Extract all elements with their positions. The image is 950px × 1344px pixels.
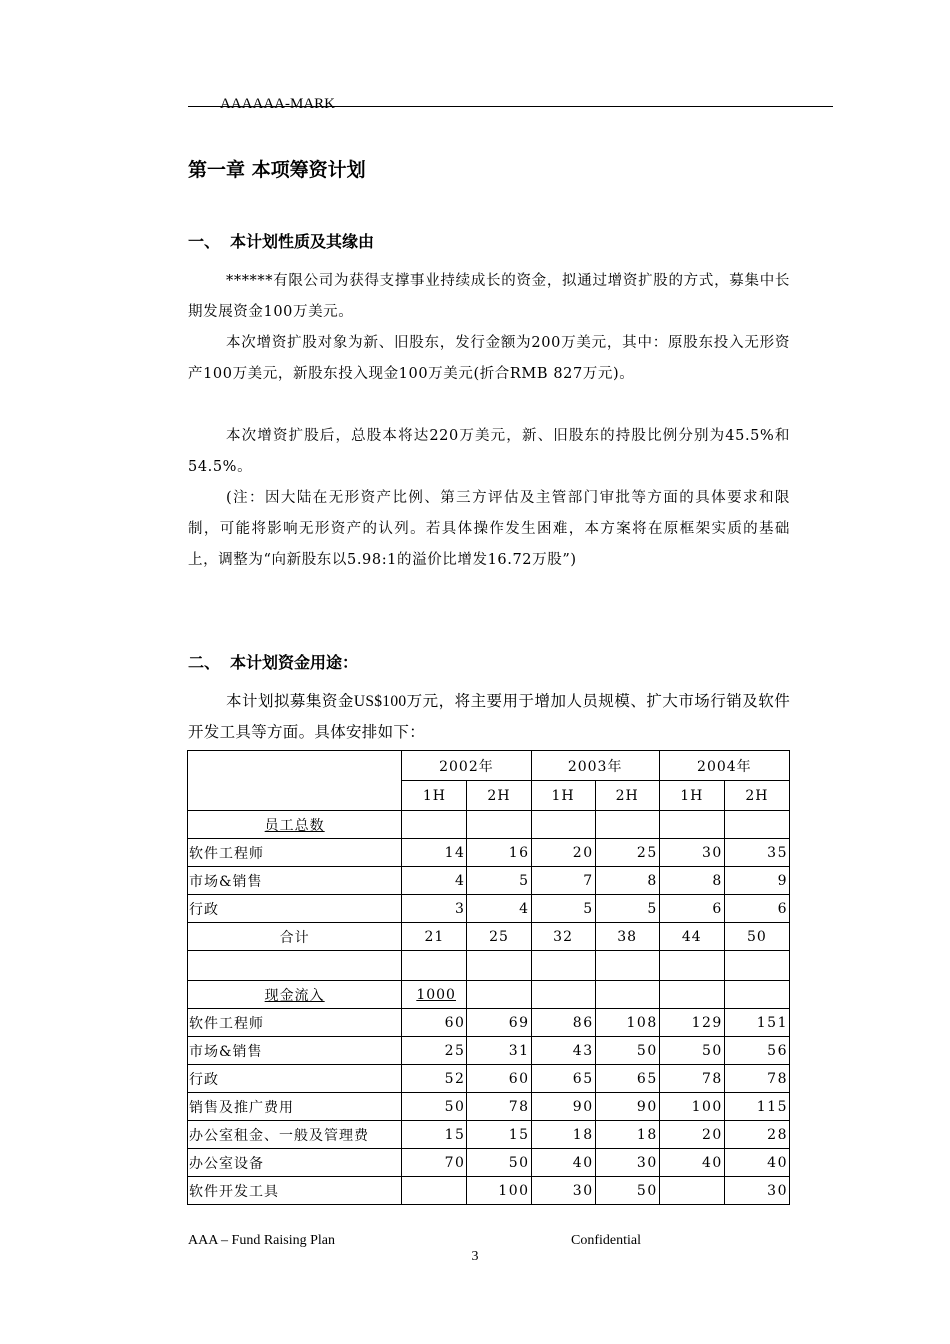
section-1-heading (188, 229, 374, 252)
table-cell: 4 (402, 867, 467, 895)
total-cell: 44 (659, 923, 724, 951)
table-cell: 8 (659, 867, 724, 895)
table-cell: 52 (402, 1065, 467, 1093)
total-cell: 21 (402, 923, 467, 951)
table-cell: 4 (467, 895, 531, 923)
row-label: 办公室设备 (188, 1149, 402, 1177)
table-row (188, 1037, 790, 1065)
row-label: 行政 (188, 1065, 402, 1093)
row-label: 办公室租金、一般及管理费 (188, 1121, 402, 1149)
table-cell: 100 (467, 1177, 531, 1205)
table-cell: 20 (659, 1121, 724, 1149)
staff-heading-cell (188, 811, 402, 839)
table-cell: 20 (531, 839, 595, 867)
table-cell: 30 (724, 1177, 789, 1205)
table-row (188, 1149, 790, 1177)
table-cell (402, 1177, 467, 1205)
table-row (188, 1121, 790, 1149)
table-cell: 60 (402, 1009, 467, 1037)
table-cell: 90 (595, 1093, 659, 1121)
table-cell: 30 (659, 839, 724, 867)
chapter-title: 第一章 本项筹资计划 (188, 159, 366, 181)
table-cell: 31 (467, 1037, 531, 1065)
page-header: AAAAAA-MARK (220, 96, 335, 112)
staff-heading-row (188, 811, 790, 839)
section-2-number: 二、 (188, 653, 221, 672)
table-cell: 78 (467, 1093, 531, 1121)
table-cell: 43 (531, 1037, 595, 1065)
table-cell: 5 (595, 895, 659, 923)
table-cell: 78 (724, 1065, 789, 1093)
table-cell: 30 (595, 1149, 659, 1177)
table-cell: 5 (467, 867, 531, 895)
table-cell: 151 (724, 1009, 789, 1037)
footer-document-title: AAA – Fund Raising Plan (188, 1233, 336, 1248)
section-1-title: 本计划性质及其缘由 (230, 232, 375, 251)
table-cell: 78 (659, 1065, 724, 1093)
table-cell: 65 (531, 1065, 595, 1093)
table-row (188, 1009, 790, 1037)
table-cell: 3 (402, 895, 467, 923)
total-cell: 38 (595, 923, 659, 951)
table-cell: 50 (402, 1093, 467, 1121)
cash-heading-cell (188, 981, 402, 1009)
table-cell: 40 (659, 1149, 724, 1177)
section-1-paragraph-2: 本次增资扩股对象为新、旧股东，发行金额为200万美元，其中：原股东投入无形资产100万美元，新股东投入现金100万美元(折合RMB 827万元)。 (188, 335, 790, 382)
half-header: 2H (467, 781, 531, 811)
half-header: 1H (402, 781, 467, 811)
table-cell: 6 (724, 895, 789, 923)
table-cell: 70 (402, 1149, 467, 1177)
staff-heading: 员工总数 (264, 817, 325, 834)
total-cell: 25 (467, 923, 531, 951)
table-cell: 8 (595, 867, 659, 895)
cash-heading-row (188, 981, 790, 1009)
footer-confidential: Confidential (571, 1233, 641, 1248)
table-row (188, 867, 790, 895)
row-label: 行政 (188, 895, 402, 923)
table-cell: 56 (724, 1037, 789, 1065)
table-row (188, 1177, 790, 1205)
table-row (188, 1093, 790, 1121)
table-cell: 115 (724, 1093, 789, 1121)
section-2-paragraph: 本计划拟募集资金US$100万元，将主要用于增加人员规模、扩大市场行销及软件开发工具等方面。具体安排如下： (188, 693, 790, 741)
table-cell: 69 (467, 1009, 531, 1037)
spacer-row (188, 951, 790, 981)
year-header: 2004年 (659, 751, 789, 781)
section-1-paragraph-1: ******有限公司为获得支撑事业持续成长的资金，拟通过增资扩股的方式，募集中长期发展资金100万美元。 (188, 273, 790, 320)
table-cell: 25 (595, 839, 659, 867)
table-cell: 6 (659, 895, 724, 923)
table-cell: 50 (595, 1037, 659, 1065)
cash-inflow-value: 1000 (416, 986, 456, 1003)
page-number: 3 (471, 1249, 479, 1264)
table-row (188, 1065, 790, 1093)
table-cell: 50 (659, 1037, 724, 1065)
half-header: 2H (724, 781, 789, 811)
table-cell: 35 (724, 839, 789, 867)
table-cell: 50 (595, 1177, 659, 1205)
table-cell: 86 (531, 1009, 595, 1037)
table-cell: 14 (402, 839, 467, 867)
section-2-title: 本计划资金用途： (230, 653, 359, 672)
table-cell: 9 (724, 867, 789, 895)
table-cell: 108 (595, 1009, 659, 1037)
table-corner-cell (188, 751, 402, 811)
table-cell: 50 (467, 1149, 531, 1177)
header-divider (188, 106, 833, 107)
table-row (188, 895, 790, 923)
table-cell: 60 (467, 1065, 531, 1093)
section-2-heading (188, 650, 358, 673)
row-label: 软件开发工具 (188, 1177, 402, 1205)
table-cell: 129 (659, 1009, 724, 1037)
table-cell: 90 (531, 1093, 595, 1121)
row-label: 软件工程师 (188, 1009, 402, 1037)
half-header: 1H (531, 781, 595, 811)
table-cell (659, 1177, 724, 1205)
half-header: 2H (595, 781, 659, 811)
section-1-paragraph-3: 本次增资扩股后，总股本将达220万美元，新、旧股东的持股比例分别为45.5%和54.5%。 (188, 428, 790, 475)
section-1-number: 一、 (188, 232, 221, 251)
table-cell: 65 (595, 1065, 659, 1093)
table-cell: 15 (467, 1121, 531, 1149)
staff-total-row (188, 923, 790, 951)
total-cell: 50 (724, 923, 789, 951)
half-header: 1H (659, 781, 724, 811)
table-year-header-row (188, 751, 790, 781)
table-cell: 18 (595, 1121, 659, 1149)
table-cell: 15 (402, 1121, 467, 1149)
table-cell: 16 (467, 839, 531, 867)
year-header: 2002年 (402, 751, 531, 781)
table-cell: 18 (531, 1121, 595, 1149)
row-label: 软件工程师 (188, 839, 402, 867)
total-label: 合计 (188, 923, 402, 951)
row-label: 市场&销售 (188, 1037, 402, 1065)
table-cell: 5 (531, 895, 595, 923)
table-cell: 40 (724, 1149, 789, 1177)
cash-inflow-cell (402, 981, 467, 1009)
table-row (188, 839, 790, 867)
row-label: 市场&销售 (188, 867, 402, 895)
table-cell: 40 (531, 1149, 595, 1177)
table-cell: 25 (402, 1037, 467, 1065)
table-cell: 7 (531, 867, 595, 895)
total-cell: 32 (531, 923, 595, 951)
table-cell: 28 (724, 1121, 789, 1149)
funding-plan-table (187, 750, 790, 1205)
table-cell: 30 (531, 1177, 595, 1205)
section-1-note: (注：因大陆在无形资产比例、第三方评估及主管部门审批等方面的具体要求和限制，可能将影响无形资产的认列。若具体操作发生困难，本方案将在原框架实质的基础上，调整为“向新股东以5.98:1的溢价比增发16.72万股”) (188, 490, 790, 568)
cash-heading: 现金流入 (264, 987, 325, 1004)
year-header: 2003年 (531, 751, 659, 781)
table-cell: 100 (659, 1093, 724, 1121)
row-label: 销售及推广费用 (188, 1093, 402, 1121)
